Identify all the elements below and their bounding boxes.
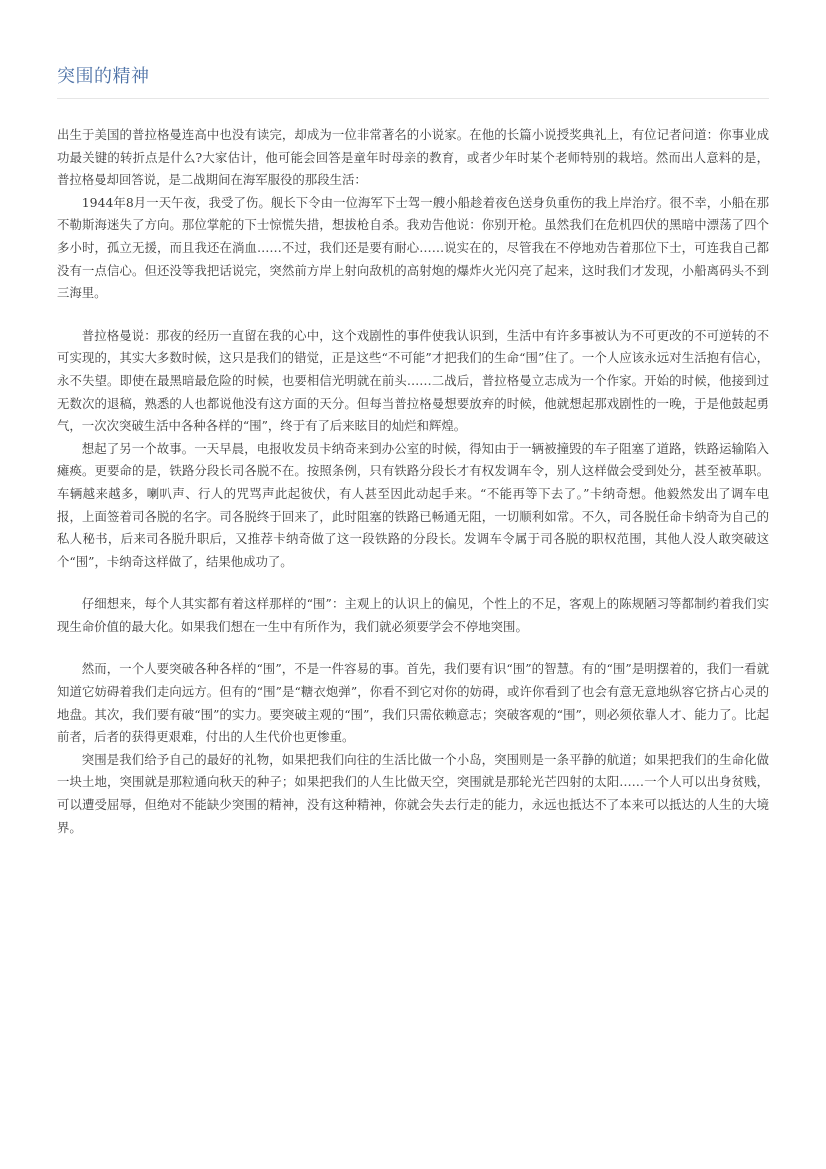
paragraph-1: 出生于美国的普拉格曼连高中也没有读完，却成为一位非常著名的小说家。在他的长篇小说授奖典礼上，有位记者问道：你事业成功最关键的转折点是什么?大家估计，他可能会回答是童年时母亲的教育，或者少年时某个老师特别的栽培。然而出人意料的是，普拉格曼却回答说，是二战期间在海军服役的那段生活： (57, 127, 769, 188)
paragraph-3: 普拉格曼说：那夜的经历一直留在我的心中，这个戏剧性的事件使我认识到，生活中有许多事被认为不可更改的不可逆转的不可实现的，其实大多数时候，这只是我们的错觉，正是这些“不可能”才把我们的生命“围”住了。一个人应该永远对生活抱有信心，永不失望。即使在最黑暗最危险的时候，也要相信光明就在前头……二战后，普拉格曼立志成为一个作家。开始的时候，他接到过无数次的退稿，熟悉的人也都说他没有这方面的天分。但每当普拉格曼想要放弃的时候，他就想起那戏剧性的一晚，于是他鼓起勇气，一次次突破生活中各种各样的“围”，终于有了后来眩目的灿烂和辉煌。 (57, 327, 769, 434)
paragraph-4: 想起了另一个故事。一天早晨，电报收发员卡纳奇来到办公室的时候，得知由于一辆被撞毁的车子阻塞了道路，铁路运输陷入瘫痪。更要命的是，铁路分段长司各脱不在。按照条例，只有铁路分段长才有权发调车令，别人这样做会受到处分，甚至被革职。车辆越来越多，喇叭声、行人的咒骂声此起彼伏，有人甚至因此动起手来。“不能再等下去了。”卡纳奇想。他毅然发出了调车电报，上面签着司各脱的名字。司各脱终于回来了，此时阻塞的铁路已畅通无阻，一切顺利如常。不久，司各脱任命卡纳奇为自己的私人秘书，后来司各脱升职后，又推荐卡纳奇做了这一段铁路的分段长。发调车令属于司各脱的职权范围，其他人没人敢突破这个“围”，卡纳奇这样做了，结果他成功了。 (57, 440, 769, 569)
title-divider (57, 98, 769, 99)
paragraph-7: 突围是我们给予自己的最好的礼物，如果把我们向往的生活比做一个小岛，突围则是一条平静的航道；如果把我们的生命化做一块土地，突围就是那粒通向秋天的种子；如果把我们的人生比做天空，突围就是那轮光芒四射的太阳……一个人可以出身贫贱，可以遭受屈辱，但绝对不能缺少突围的精神，没有这种精神，你就会失去行走的能力，永远也抵达不了本来可以抵达的人生的大境界。 (57, 751, 769, 835)
paragraph-5: 仔细想来，每个人其实都有着这样那样的“围”：主观上的认识上的偏见，个性上的不足，客观上的陈规陋习等都制约着我们实现生命价值的最大化。如果我们想在一生中有所作为，我们就必须要学会不停地突围。 (57, 596, 769, 634)
paragraph-2: 1944年8月一天午夜，我受了伤。舰长下令由一位海军下士驾一艘小船趁着夜色送身负重伤的我上岸治疗。很不幸，小船在那不勒斯海迷失了方向。那位掌舵的下士惊慌失措，想拔枪自杀。我劝告他说：你别开枪。虽然我们在危机四伏的黑暗中漂荡了四个多小时，孤立无援，而且我还在淌血……不过，我们还是要有耐心……说实在的，尽管我在不停地劝告着那位下士，可连我自己都没有一点信心。但还没等我把话说完，突然前方岸上射向敌机的高射炮的爆炸火光闪亮了起来，这时我们才发现，小船离码头不到三海里。 (57, 194, 769, 301)
article-title: 突围的精神 (57, 66, 150, 87)
article-body (57, 124, 769, 839)
paragraph-6: 然而，一个人要突破各种各样的“围”，不是一件容易的事。首先，我们要有识“围”的智慧。有的“围”是明摆着的，我们一看就知道它妨碍着我们走向远方。但有的“围”是“糖衣炮弹”，你看不到它对你的妨碍，或许你看到了也会有意无意地纵容它挤占心灵的地盘。其次，我们要有破“围”的实力。要突破主观的“围”，我们只需依赖意志；突破客观的“围”，则必须依靠人才、能力了。比起前者，后者的获得更艰难，付出的人生代价也更惨重。 (57, 661, 769, 745)
